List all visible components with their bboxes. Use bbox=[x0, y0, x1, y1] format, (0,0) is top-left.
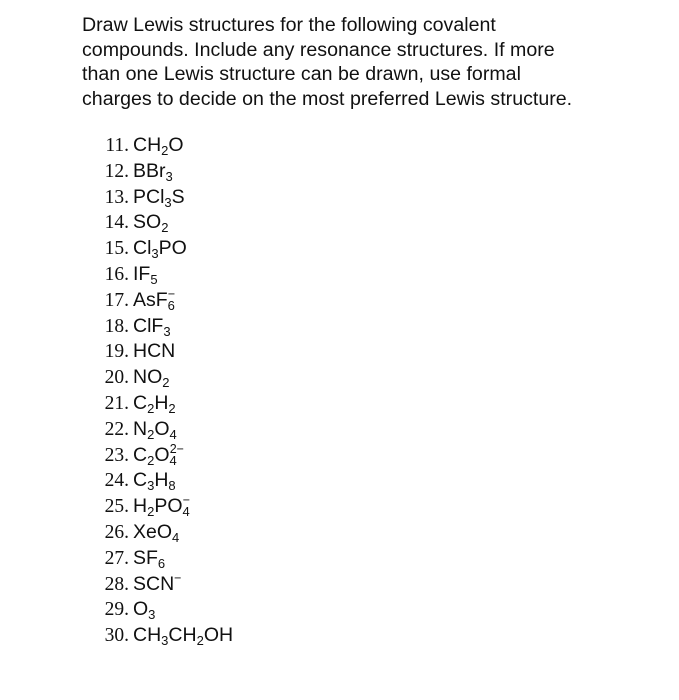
problem-number: 28. bbox=[104, 573, 129, 595]
chemical-formula bbox=[133, 391, 176, 417]
problem-item bbox=[100, 391, 233, 417]
formula-part: PO bbox=[158, 237, 187, 260]
problem-number: 21. bbox=[104, 392, 129, 414]
problem-item bbox=[100, 597, 233, 623]
instructions-paragraph bbox=[82, 13, 642, 111]
formula-part: 2 bbox=[162, 375, 170, 391]
formula-part: OH bbox=[203, 624, 234, 647]
formula-part: 3 bbox=[165, 168, 173, 184]
problem-item bbox=[100, 133, 233, 159]
formula-part: 2 bbox=[147, 400, 155, 416]
formula-part: O bbox=[168, 134, 184, 156]
formula-part: 4 bbox=[169, 452, 177, 468]
problem-number: 14. bbox=[104, 212, 129, 234]
problem-item bbox=[100, 288, 233, 314]
problem-item bbox=[100, 572, 233, 598]
problem-number: 25. bbox=[104, 496, 129, 518]
chemical-formula bbox=[133, 572, 181, 598]
formula-part: − bbox=[174, 570, 182, 585]
problem-number: 18. bbox=[104, 315, 129, 337]
problem-item bbox=[100, 546, 233, 572]
chemical-formula bbox=[133, 133, 184, 159]
problem-number: 24. bbox=[104, 470, 129, 492]
formula-part: CH bbox=[133, 134, 162, 156]
problem-number: 17. bbox=[104, 289, 129, 311]
chemical-formula bbox=[133, 339, 175, 365]
chemical-formula bbox=[133, 288, 175, 314]
chemical-formula bbox=[133, 443, 184, 469]
formula-part: 6 bbox=[167, 297, 175, 313]
formula-part: HCN bbox=[133, 340, 176, 363]
formula-part: C bbox=[133, 443, 148, 466]
formula-part: 2 bbox=[161, 143, 169, 158]
instructions-line: Draw Lewis structures for the following covalent bbox=[82, 14, 496, 36]
problem-item bbox=[100, 520, 233, 546]
problem-number: 29. bbox=[104, 599, 129, 621]
formula-part: AsF bbox=[133, 288, 168, 311]
problem-number: 13. bbox=[104, 186, 129, 208]
formula-part: 3 bbox=[164, 194, 172, 210]
chemical-formula bbox=[133, 262, 158, 288]
chemical-formula bbox=[133, 546, 165, 572]
chemical-formula bbox=[133, 623, 233, 649]
chemical-formula bbox=[133, 236, 187, 262]
problem-number: 20. bbox=[104, 367, 129, 389]
formula-part: 3 bbox=[163, 323, 171, 339]
formula-part: PCl bbox=[133, 185, 165, 208]
problem-list bbox=[100, 133, 233, 649]
formula-part: O bbox=[154, 443, 170, 466]
formula-part: O bbox=[154, 417, 170, 440]
formula-part: 2 bbox=[147, 504, 155, 520]
instructions-line: than one Lewis structure can be drawn, use formal bbox=[82, 63, 521, 85]
problem-item bbox=[100, 185, 233, 211]
problem-number: 26. bbox=[104, 521, 129, 543]
chemical-formula bbox=[133, 468, 176, 494]
chemical-formula bbox=[133, 185, 185, 211]
problem-item bbox=[100, 468, 233, 494]
formula-part: SO bbox=[133, 211, 162, 234]
problem-item bbox=[100, 314, 233, 340]
formula-part: ClF bbox=[133, 314, 164, 337]
formula-part: CH bbox=[133, 624, 162, 647]
formula-part: − bbox=[167, 286, 176, 301]
formula-part: 2 bbox=[196, 633, 204, 649]
formula-part: O bbox=[133, 598, 149, 621]
formula-part: C bbox=[133, 391, 148, 414]
chemical-formula bbox=[133, 210, 168, 236]
chemical-formula bbox=[133, 159, 173, 185]
problem-number: 22. bbox=[104, 418, 129, 440]
instructions-line: compounds. Include any resonance structures. If more bbox=[82, 38, 555, 61]
formula-part: PO bbox=[154, 495, 183, 518]
problem-item bbox=[100, 262, 233, 288]
chemical-formula bbox=[133, 417, 177, 443]
formula-part: XeO bbox=[133, 520, 173, 543]
problem-number: 11. bbox=[105, 135, 129, 156]
formula-part: IF bbox=[133, 262, 151, 285]
formula-part: 4 bbox=[182, 504, 190, 520]
chemical-formula bbox=[133, 597, 155, 623]
chemical-formula bbox=[133, 365, 169, 391]
problem-number: 30. bbox=[104, 625, 129, 647]
problem-item bbox=[100, 210, 233, 236]
formula-part: 3 bbox=[161, 633, 169, 649]
problem-item bbox=[100, 365, 233, 391]
formula-part: 3 bbox=[151, 246, 159, 262]
chemical-formula bbox=[133, 314, 171, 340]
problem-number: 27. bbox=[104, 547, 129, 569]
instructions-line: charges to decide on the most preferred Lewis structure. bbox=[82, 87, 573, 110]
formula-part: 2 bbox=[147, 426, 155, 442]
formula-part: S bbox=[171, 185, 185, 208]
formula-part: 4 bbox=[172, 529, 180, 545]
formula-part: Cl bbox=[133, 237, 152, 260]
problem-number: 23. bbox=[104, 444, 129, 466]
formula-part: 8 bbox=[168, 478, 176, 494]
problem-number: 16. bbox=[104, 263, 129, 285]
formula-part: 2 bbox=[147, 452, 155, 468]
formula-part: H bbox=[133, 495, 148, 518]
problem-item bbox=[100, 339, 233, 365]
formula-part: − bbox=[182, 493, 191, 508]
formula-part: H bbox=[154, 469, 169, 492]
formula-part: 5 bbox=[150, 271, 158, 287]
formula-part: C bbox=[133, 469, 148, 492]
problem-number: 19. bbox=[104, 341, 129, 363]
problem-item bbox=[100, 417, 233, 443]
problem-number: 15. bbox=[104, 238, 129, 260]
formula-part: N bbox=[133, 417, 148, 440]
formula-part: CH bbox=[168, 624, 197, 647]
problem-item bbox=[100, 494, 233, 520]
formula-part: H bbox=[154, 391, 169, 414]
formula-part: SF bbox=[133, 546, 158, 569]
problem-item bbox=[100, 443, 233, 469]
problem-item bbox=[100, 623, 233, 649]
problem-number: 12. bbox=[104, 160, 129, 182]
chemical-formula bbox=[133, 494, 190, 520]
formula-part: NO bbox=[133, 366, 163, 389]
formula-part: SCN bbox=[133, 572, 175, 595]
formula-part: 6 bbox=[157, 555, 166, 571]
problem-item bbox=[100, 159, 233, 185]
formula-part: 3 bbox=[147, 478, 155, 494]
chemical-formula bbox=[133, 520, 179, 546]
formula-part: 2 bbox=[168, 400, 176, 416]
formula-part: 4 bbox=[169, 426, 177, 442]
formula-part: 2 bbox=[161, 220, 169, 236]
formula-part: BBr bbox=[133, 159, 166, 182]
formula-part: 3 bbox=[148, 607, 156, 623]
problem-item bbox=[100, 236, 233, 262]
formula-part: 2− bbox=[169, 441, 184, 456]
